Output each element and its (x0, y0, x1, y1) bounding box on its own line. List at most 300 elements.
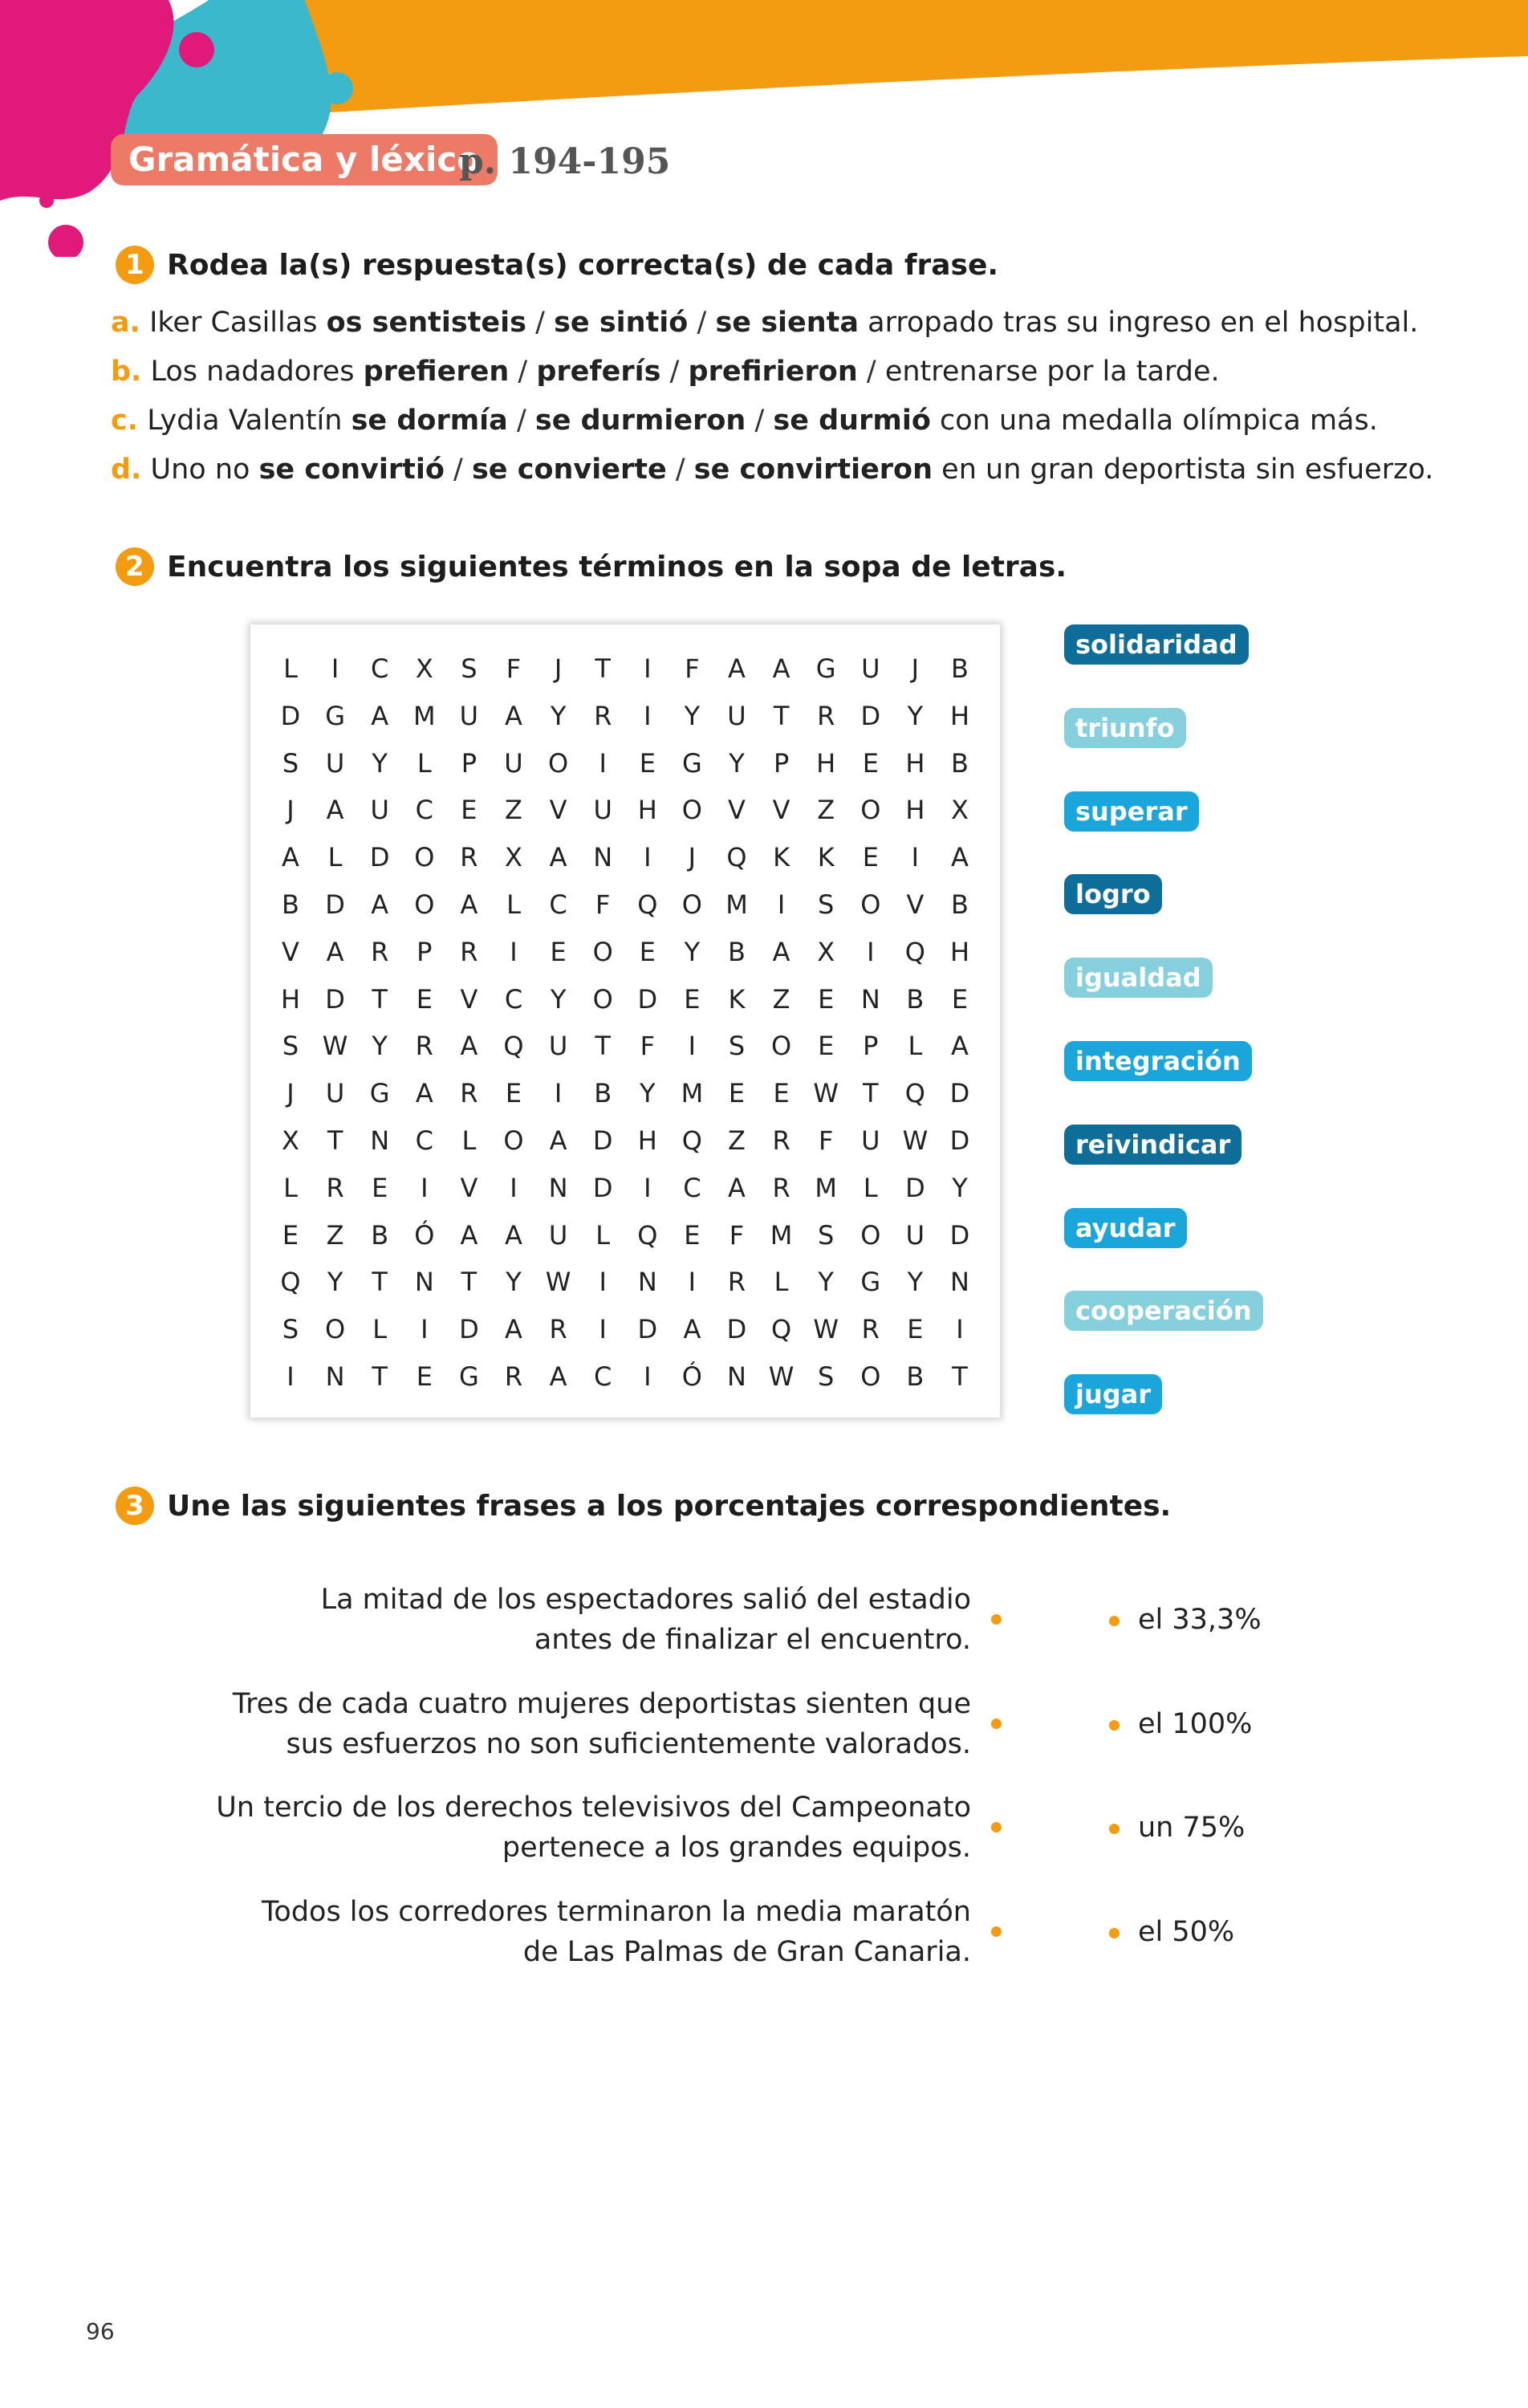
grid-letter[interactable]: B (951, 747, 969, 779)
grid-letter[interactable]: L (774, 1267, 789, 1298)
grid-letter[interactable]: H (949, 936, 970, 967)
grid-letter[interactable]: A (728, 1172, 746, 1203)
grid-letter[interactable]: I (331, 653, 339, 684)
grid-letter[interactable]: Z (817, 795, 835, 826)
grid-letter[interactable]: B (371, 1219, 389, 1251)
grid-letter[interactable]: E (773, 1078, 790, 1109)
grid-letter[interactable]: I (688, 1031, 697, 1062)
grid-letter[interactable]: D (280, 700, 301, 731)
grid-letter[interactable]: A (772, 653, 790, 684)
grid-letter[interactable]: O (414, 889, 435, 920)
grid-letter[interactable]: D (949, 1125, 970, 1156)
grid-letter[interactable]: R (460, 1078, 478, 1109)
grid-letter[interactable]: E (818, 1031, 835, 1062)
grid-letter[interactable]: L (417, 747, 432, 779)
grid-letter[interactable]: D (949, 1219, 970, 1251)
grid-letter[interactable]: O (592, 983, 613, 1015)
grid-letter[interactable]: P (773, 747, 790, 779)
grid-letter[interactable]: E (684, 1219, 701, 1251)
grid-letter[interactable]: N (414, 1267, 434, 1298)
grid-letter[interactable]: B (951, 653, 969, 684)
grid-letter[interactable]: R (371, 936, 389, 967)
grid-letter[interactable]: Y (818, 1267, 834, 1298)
grid-letter[interactable]: O (592, 936, 613, 967)
grid-letter[interactable]: V (906, 889, 925, 920)
grid-letter[interactable]: I (644, 700, 652, 731)
grid-letter[interactable]: W (322, 1031, 348, 1062)
option[interactable]: se durmieron (534, 405, 746, 437)
grid-letter[interactable]: C (371, 653, 389, 684)
percentage-option: un 75% (1138, 1812, 1246, 1844)
exercise-number: 2 (116, 547, 154, 586)
grid-letter[interactable]: S (818, 889, 835, 920)
grid-letter[interactable]: T (327, 1125, 343, 1156)
grid-letter[interactable]: T (372, 1267, 388, 1298)
grid-letter[interactable]: Y (684, 700, 701, 731)
grid-letter[interactable]: S (282, 747, 299, 779)
grid-letter[interactable]: S (461, 653, 478, 684)
grid-letter[interactable]: I (644, 1172, 652, 1203)
grid-letter[interactable]: I (599, 1267, 607, 1298)
grid-letter[interactable]: H (280, 983, 301, 1015)
grid-letter[interactable]: V (460, 983, 478, 1015)
grid-letter[interactable]: D (726, 1314, 747, 1345)
grid-letter[interactable]: U (905, 1219, 925, 1251)
grid-letter[interactable]: H (949, 700, 970, 731)
percentage-connector-dot[interactable] (1109, 1720, 1120, 1731)
grid-letter[interactable]: E (505, 1078, 522, 1109)
exercise-instruction: Rodea la(s) respuesta(s) correcta(s) de cada frase. (167, 248, 999, 282)
grid-letter[interactable]: O (548, 747, 569, 779)
grid-letter[interactable]: A (326, 936, 344, 967)
sentence-c: c. Lydia Valentín se dormía / se durmieron / se durmió con una medalla olímpica más. (111, 405, 1378, 437)
grid-letter[interactable]: X (951, 795, 969, 826)
grid-letter[interactable]: N (548, 1172, 568, 1203)
grid-letter[interactable]: Q (681, 1125, 702, 1156)
grid-letter[interactable]: W (813, 1078, 839, 1109)
word-badge: jugar (1064, 1374, 1162, 1414)
grid-letter[interactable]: U (548, 1219, 568, 1251)
grid-letter[interactable]: C (594, 1361, 612, 1392)
grid-letter[interactable]: A (505, 1219, 522, 1251)
grid-letter[interactable]: L (283, 1172, 298, 1203)
grid-letter[interactable]: Q (904, 1078, 925, 1109)
grid-letter[interactable]: P (461, 747, 478, 779)
phrase-connector-dot[interactable] (991, 1926, 1002, 1937)
word-badge: triunfo (1064, 708, 1186, 748)
grid-letter[interactable]: I (510, 936, 518, 967)
grid-letter[interactable]: Y (907, 1267, 924, 1298)
grid-letter[interactable]: M (725, 889, 748, 920)
grid-letter[interactable]: Y (327, 1267, 343, 1298)
grid-letter[interactable]: I (599, 1314, 607, 1345)
grid-letter[interactable]: A (549, 1125, 567, 1156)
grid-letter[interactable]: H (905, 795, 925, 826)
grid-letter[interactable]: A (460, 1219, 478, 1251)
grid-letter[interactable]: Q (904, 936, 925, 967)
grid-letter[interactable]: L (506, 889, 521, 920)
grid-letter[interactable]: Ó (414, 1219, 435, 1251)
grid-letter[interactable]: E (639, 936, 656, 967)
grid-letter[interactable]: B (282, 889, 299, 920)
grid-letter[interactable]: I (286, 1361, 295, 1392)
grid-letter[interactable]: E (550, 936, 567, 967)
grid-letter[interactable]: T (372, 1361, 388, 1392)
grid-letter[interactable]: N (370, 1125, 390, 1156)
grid-letter[interactable]: B (594, 1078, 612, 1109)
grid-letter[interactable]: U (548, 1031, 568, 1062)
grid-letter[interactable]: I (421, 1314, 429, 1345)
option[interactable]: se dormía (351, 405, 508, 437)
grid-letter[interactable]: A (772, 936, 790, 967)
section-title: Gramática y léxico (111, 134, 498, 185)
grid-letter[interactable]: R (772, 1172, 790, 1203)
grid-letter[interactable]: S (818, 1219, 835, 1251)
grid-letter[interactable]: D (459, 1314, 479, 1345)
grid-letter[interactable]: V (460, 1172, 478, 1203)
percentage-connector-dot[interactable] (1109, 1824, 1120, 1834)
grid-letter[interactable]: U (593, 795, 612, 826)
grid-letter[interactable]: O (503, 1125, 524, 1156)
grid-letter[interactable]: G (458, 1361, 479, 1392)
grid-letter[interactable]: M (681, 1078, 704, 1109)
grid-letter[interactable]: T (372, 983, 388, 1015)
grid-letter[interactable]: R (504, 1361, 523, 1392)
grid-letter[interactable]: D (949, 1078, 970, 1109)
grid-letter[interactable]: B (951, 889, 969, 920)
grid-letter[interactable]: B (906, 983, 925, 1015)
grid-letter[interactable]: E (684, 983, 701, 1015)
grid-letter[interactable]: C (415, 795, 433, 826)
grid-letter[interactable]: T (773, 700, 790, 731)
grid-letter[interactable]: L (283, 653, 298, 684)
grid-letter[interactable]: S (282, 1314, 299, 1345)
grid-letter[interactable]: R (460, 936, 478, 967)
word-badge: solidaridad (1064, 624, 1249, 665)
grid-letter[interactable]: L (327, 842, 343, 873)
grid-letter[interactable]: B (906, 1361, 925, 1392)
percentage-option: el 33,3% (1138, 1604, 1262, 1636)
grid-letter[interactable]: Q (637, 889, 658, 920)
grid-letter[interactable]: N (325, 1361, 345, 1392)
grid-letter[interactable]: G (815, 653, 836, 684)
grid-letter[interactable]: G (369, 1078, 390, 1109)
option[interactable]: se convirtió (258, 454, 445, 486)
grid-letter[interactable]: R (415, 1031, 433, 1062)
grid-letter[interactable]: L (372, 1314, 388, 1345)
grid-letter[interactable]: L (595, 1219, 611, 1251)
grid-letter[interactable]: O (681, 795, 702, 826)
grid-letter[interactable]: S (728, 1031, 746, 1062)
grid-letter[interactable]: A (505, 700, 522, 731)
grid-letter[interactable]: H (637, 795, 657, 826)
grid-letter[interactable]: X (505, 842, 522, 873)
grid-letter[interactable]: I (956, 1314, 964, 1345)
grid-letter[interactable]: A (951, 1031, 969, 1062)
grid-letter[interactable]: C (504, 983, 523, 1015)
option[interactable]: prefirieron (688, 356, 858, 388)
grid-letter[interactable]: G (681, 747, 702, 779)
grid-letter[interactable]: E (862, 747, 879, 779)
grid-letter[interactable]: W (768, 1361, 794, 1392)
grid-letter[interactable]: Y (372, 747, 388, 779)
grid-letter[interactable]: Y (372, 1031, 388, 1062)
grid-letter[interactable]: O (771, 1031, 792, 1062)
grid-letter[interactable]: R (549, 1314, 567, 1345)
grid-letter[interactable]: J (286, 795, 295, 826)
grid-letter[interactable]: G (860, 1267, 881, 1298)
grid-letter[interactable]: J (286, 1078, 295, 1109)
option[interactable]: preferís (536, 356, 661, 388)
grid-letter[interactable]: Z (728, 1125, 746, 1156)
grid-letter[interactable]: E (907, 1314, 924, 1345)
grid-letter[interactable]: Q (771, 1314, 792, 1345)
grid-letter[interactable]: T (952, 1361, 968, 1392)
grid-letter[interactable]: W (545, 1267, 571, 1298)
grid-letter[interactable]: Y (684, 936, 701, 967)
grid-letter[interactable]: Q (726, 842, 747, 873)
option[interactable]: os sentisteis (326, 307, 526, 339)
grid-letter[interactable]: A (326, 795, 344, 826)
phrase: Todos los corredores terminaron la media maratón de Las Palmas de Gran Canaria. (261, 1895, 971, 1968)
grid-letter[interactable]: N (637, 1267, 657, 1298)
option[interactable]: prefieren (363, 356, 510, 388)
grid-letter[interactable]: F (729, 1219, 745, 1251)
grid-letter[interactable]: G (325, 700, 345, 731)
grid-letter[interactable]: F (685, 653, 700, 684)
grid-letter[interactable]: O (860, 1361, 881, 1392)
grid-letter[interactable]: Y (640, 1078, 656, 1109)
grid-letter[interactable]: O (414, 842, 435, 873)
grid-letter[interactable]: R (861, 1314, 880, 1345)
grid-letter[interactable]: A (371, 889, 389, 920)
grid-letter[interactable]: I (554, 1078, 563, 1109)
grid-letter[interactable]: D (325, 983, 345, 1015)
option[interactable]: se convirtieron (693, 454, 933, 486)
option[interactable]: se durmió (773, 405, 931, 437)
grid-letter[interactable]: D (592, 1125, 613, 1156)
grid-letter[interactable]: H (905, 747, 925, 779)
grid-letter[interactable]: M (412, 700, 436, 731)
grid-letter[interactable]: I (599, 747, 607, 779)
grid-letter[interactable]: N (950, 1267, 969, 1298)
grid-letter[interactable]: Y (550, 983, 567, 1015)
grid-letter[interactable]: T (863, 1078, 879, 1109)
grid-letter[interactable]: A (505, 1314, 522, 1345)
grid-letter[interactable]: P (863, 1031, 879, 1062)
grid-letter[interactable]: Y (952, 1172, 968, 1203)
grid-letter[interactable]: Q (637, 1219, 658, 1251)
grid-letter[interactable]: E (372, 1172, 388, 1203)
grid-letter[interactable]: A (951, 842, 969, 873)
grid-letter[interactable]: I (644, 1361, 652, 1392)
grid-letter[interactable]: A (460, 1031, 478, 1062)
grid-letter[interactable]: R (326, 1172, 344, 1203)
grid-letter[interactable]: L (461, 1125, 477, 1156)
grid-letter[interactable]: J (688, 842, 697, 873)
grid-letter[interactable]: O (860, 795, 881, 826)
grid-letter[interactable]: E (818, 983, 835, 1015)
grid-letter[interactable]: N (727, 1361, 746, 1392)
grid-letter[interactable]: R (817, 700, 835, 731)
option[interactable]: se sienta (715, 307, 860, 339)
grid-letter[interactable]: C (683, 1172, 701, 1203)
grid-letter[interactable]: E (461, 795, 478, 826)
grid-letter[interactable]: L (908, 1031, 923, 1062)
grid-letter[interactable]: X (817, 936, 835, 967)
grid-letter[interactable]: W (813, 1314, 839, 1345)
grid-letter[interactable]: D (369, 842, 390, 873)
grid-letter[interactable]: E (416, 1361, 433, 1392)
grid-letter[interactable]: U (370, 795, 389, 826)
grid-letter[interactable]: P (417, 936, 433, 967)
phrase: La mitad de los espectadores salió del estadio antes de finalizar el encuentro. (320, 1584, 971, 1656)
percentage-option: el 100% (1138, 1707, 1253, 1740)
grid-letter[interactable]: T (595, 653, 611, 684)
percentage-connector-dot[interactable] (1109, 1616, 1120, 1626)
grid-letter[interactable]: I (777, 889, 786, 920)
grid-letter[interactable]: A (549, 842, 567, 873)
grid-letter[interactable]: A (683, 1314, 701, 1345)
grid-letter[interactable]: H (637, 1125, 657, 1156)
grid-letter[interactable]: V (772, 795, 790, 826)
grid-letter[interactable]: I (688, 1267, 697, 1298)
grid-letter[interactable]: D (325, 889, 345, 920)
grid-letter[interactable]: I (867, 936, 875, 967)
exercise-number: 3 (116, 1487, 154, 1525)
grid-letter[interactable]: M (815, 1172, 837, 1203)
grid-letter[interactable]: H (816, 747, 836, 779)
grid-letter[interactable]: R (460, 842, 478, 873)
phrase-connector-dot[interactable] (991, 1822, 1002, 1832)
grid-letter[interactable]: O (860, 889, 881, 920)
grid-letter[interactable]: T (461, 1267, 478, 1298)
grid-letter[interactable]: O (860, 1219, 881, 1251)
grid-letter[interactable]: D (637, 983, 658, 1015)
grid-letter[interactable]: D (592, 1172, 613, 1203)
grid-letter[interactable]: N (860, 983, 880, 1015)
grid-letter[interactable]: Z (772, 983, 790, 1015)
grid-letter[interactable]: X (415, 653, 433, 684)
grid-letter[interactable]: Ó (681, 1361, 702, 1392)
grid-letter[interactable]: I (644, 842, 652, 873)
percentage-connector-dot[interactable] (1109, 1928, 1120, 1938)
grid-letter[interactable]: M (770, 1219, 793, 1251)
grid-letter[interactable]: E (639, 747, 656, 779)
grid-letter[interactable]: A (549, 1361, 567, 1392)
grid-letter[interactable]: A (371, 700, 389, 731)
grid-letter[interactable]: W (902, 1125, 929, 1156)
grid-letter[interactable]: C (549, 889, 567, 920)
grid-letter[interactable]: O (325, 1314, 346, 1345)
grid-letter[interactable]: E (416, 983, 433, 1015)
grid-letter[interactable]: Q (280, 1267, 301, 1298)
grid-letter[interactable]: E (728, 1078, 746, 1109)
grid-letter[interactable]: Q (503, 1031, 524, 1062)
grid-letter[interactable]: V (549, 795, 567, 826)
grid-letter[interactable]: E (282, 1219, 299, 1251)
grid-letter[interactable]: A (460, 889, 478, 920)
grid-letter[interactable]: A (282, 842, 299, 873)
grid-letter[interactable]: I (911, 842, 920, 873)
exercise-instruction: Encuentra los siguientes términos en la sopa de letras. (167, 550, 1067, 584)
exercise-instruction: Une las siguientes frases a los porcentajes correspondientes. (167, 1489, 1172, 1523)
option[interactable]: se convierte (471, 454, 667, 486)
grid-letter[interactable]: O (681, 889, 702, 920)
grid-letter[interactable]: Y (729, 747, 745, 779)
page-reference: p. 194-195 (459, 141, 671, 182)
grid-letter[interactable]: E (862, 842, 879, 873)
grid-letter[interactable]: K (817, 842, 835, 873)
grid-letter[interactable]: Z (326, 1219, 344, 1251)
grid-letter[interactable]: F (595, 889, 611, 920)
grid-letter[interactable]: F (506, 653, 522, 684)
word-badge: reivindicar (1064, 1125, 1242, 1165)
exercise-1-title (116, 246, 998, 284)
grid-letter[interactable]: Y (907, 700, 924, 731)
grid-letter[interactable]: L (863, 1172, 878, 1203)
grid-letter[interactable]: U (325, 1078, 345, 1109)
grid-letter[interactable]: N (593, 842, 613, 873)
grid-letter[interactable]: S (818, 1361, 835, 1392)
option[interactable]: se sintió (554, 307, 689, 339)
grid-letter[interactable]: J (911, 653, 920, 684)
grid-letter[interactable]: R (772, 1125, 790, 1156)
sentence-d: d. Uno no se convirtió / se convierte / se convirtieron en un gran deportista sin esfuerzo. (111, 454, 1434, 486)
grid-letter[interactable]: K (728, 983, 746, 1015)
grid-letter[interactable]: D (860, 700, 881, 731)
grid-letter[interactable]: U (459, 700, 479, 731)
grid-letter[interactable]: S (282, 1031, 299, 1062)
grid-letter[interactable]: T (595, 1031, 611, 1062)
grid-letter[interactable]: R (594, 700, 612, 731)
grid-letter[interactable]: I (510, 1172, 518, 1203)
grid-letter[interactable]: I (644, 653, 652, 684)
grid-letter[interactable]: V (728, 795, 746, 826)
grid-letter[interactable]: B (728, 936, 746, 967)
grid-letter[interactable]: Z (505, 795, 522, 826)
page-number: 96 (86, 2318, 115, 2345)
grid-letter[interactable]: U (504, 747, 523, 779)
grid-letter[interactable]: C (415, 1125, 433, 1156)
grid-letter[interactable]: U (861, 1125, 880, 1156)
grid-letter[interactable]: Y (550, 700, 567, 731)
phrase-connector-dot[interactable] (991, 1719, 1002, 1729)
grid-letter[interactable]: J (554, 653, 563, 684)
grid-letter[interactable]: R (727, 1267, 746, 1298)
phrase-connector-dot[interactable] (991, 1614, 1002, 1625)
grid-letter[interactable]: A (415, 1078, 433, 1109)
grid-letter[interactable]: A (728, 653, 746, 684)
grid-letter[interactable]: D (905, 1172, 925, 1203)
grid-letter[interactable]: Y (506, 1267, 522, 1298)
grid-letter[interactable]: U (325, 747, 345, 779)
sentence-a: a. Iker Casillas os sentisteis / se sintió / se sienta arropado tras su ingreso en el hospital. (111, 307, 1419, 339)
grid-letter[interactable]: D (637, 1314, 658, 1345)
grid-letter[interactable]: V (282, 936, 299, 967)
grid-letter[interactable]: K (773, 842, 790, 873)
word-search-grid (250, 624, 1000, 1418)
word-badge: igualdad (1064, 958, 1213, 998)
word-badge: cooperación (1064, 1291, 1263, 1331)
grid-letter[interactable]: U (861, 653, 880, 684)
grid-letter[interactable]: X (282, 1125, 299, 1156)
grid-letter[interactable]: E (951, 983, 969, 1015)
grid-letter[interactable]: U (727, 700, 746, 731)
grid-letter[interactable]: F (818, 1125, 834, 1156)
grid-letter[interactable]: F (640, 1031, 655, 1062)
grid-letter[interactable]: I (421, 1172, 429, 1203)
